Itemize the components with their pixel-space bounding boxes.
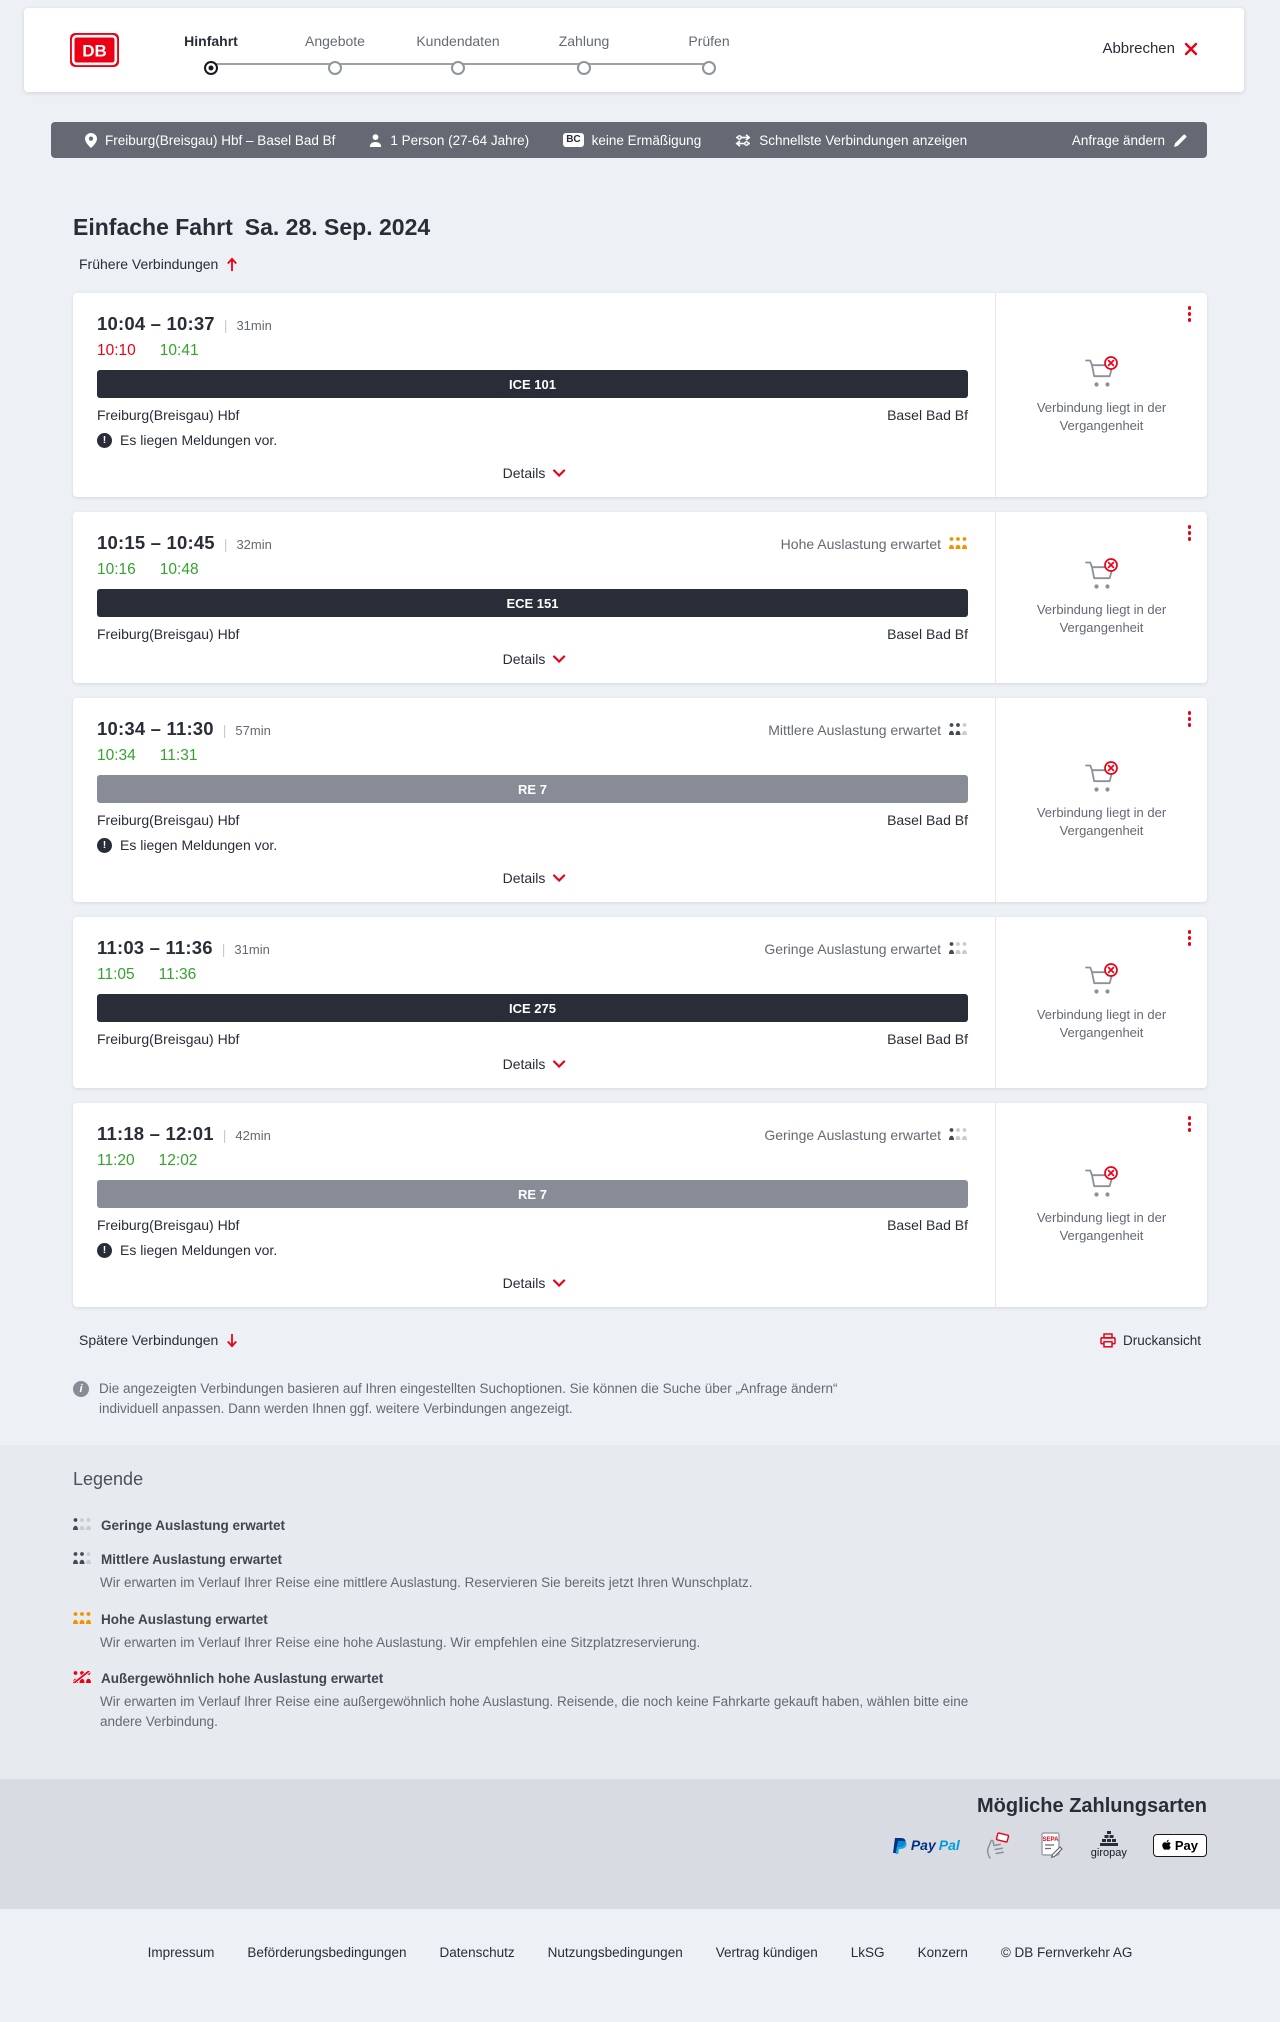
step-circle-icon <box>204 61 218 75</box>
occupancy-icon-wrap <box>949 536 968 552</box>
warning-icon: ! <box>97 433 112 448</box>
separator: | <box>223 317 228 333</box>
departure-station: Freiburg(Breisgau) Hbf <box>97 1031 240 1047</box>
arrival-station: Basel Bad Bf <box>887 1217 968 1233</box>
occupancy-icon-wrap <box>949 941 968 957</box>
cancel-label: Abbrechen <box>1102 40 1175 57</box>
cart-unavailable-icon <box>1083 963 1121 996</box>
results-footer-row <box>73 1331 1207 1349</box>
passenger-text: 1 Person (27-64 Jahre) <box>390 132 530 148</box>
actual-departure-time: 11:20 <box>97 1152 135 1169</box>
past-connection-note: Verbindung liegt in der Vergangenheit <box>1036 804 1167 838</box>
more-options-button[interactable] <box>1183 1111 1197 1137</box>
note-text: Die angezeigten Verbindungen basieren auf Ihren eingestellten Suchoptionen. Sie können die Suche über „Anfrage ändern“ individuell anpassen. Dann werden Ihnen ggf. weitere Verbindungen angezeigt. <box>99 1381 838 1416</box>
stations-row <box>97 1031 968 1047</box>
footer-link-5[interactable]: Vertrag kündigen <box>715 1944 818 1960</box>
chevron-down-icon <box>552 655 565 663</box>
step-label: Angebote <box>305 33 365 49</box>
legend-item-title: Mittlere Auslastung erwartet <box>101 1552 283 1567</box>
legend-item <box>73 1552 1207 1593</box>
footer-link-4[interactable]: Nutzungsbedingungen <box>547 1944 683 1960</box>
messages-row <box>97 837 968 853</box>
payment-section <box>0 1779 1280 1909</box>
connection-schedule: 10:04 – 10:37 <box>97 313 215 334</box>
connection-side-panel <box>995 293 1207 497</box>
message-text: Es liegen Meldungen vor. <box>120 432 278 448</box>
progress-steps <box>184 8 771 92</box>
details-label: Details <box>502 1056 546 1072</box>
actual-arrival-time: 10:48 <box>159 561 199 578</box>
train-label-bar <box>97 589 968 617</box>
actual-arrival-time: 12:02 <box>158 1152 198 1169</box>
connection-side-panel <box>995 917 1207 1088</box>
print-view-label: Druckansicht <box>1122 1332 1201 1348</box>
messages-row <box>97 432 968 448</box>
train-number: ICE 275 <box>509 1000 556 1016</box>
train-label-bar <box>97 994 968 1022</box>
arrival-station: Basel Bad Bf <box>887 812 968 828</box>
page-footer <box>0 1909 1280 1995</box>
legend-item <box>73 1671 1207 1731</box>
earlier-connections-link[interactable] <box>73 255 244 273</box>
departure-station: Freiburg(Breisgau) Hbf <box>97 407 240 423</box>
cart-unavailable-icon <box>1083 558 1121 591</box>
departure-station: Freiburg(Breisgau) Hbf <box>97 1217 240 1233</box>
separator: | <box>222 1127 227 1143</box>
stations-row <box>97 812 968 828</box>
step-label: Kundendaten <box>416 33 500 49</box>
occupancy-high-icon <box>73 1612 92 1624</box>
occupancy-label: Geringe Auslastung erwartet <box>764 1127 941 1143</box>
connection-times-group <box>97 718 271 740</box>
connection-main <box>73 698 995 902</box>
close-icon <box>1184 42 1198 56</box>
details-label: Details <box>502 651 546 667</box>
step-hinfahrt <box>149 33 273 75</box>
past-connection-note: Verbindung liegt in der Vergangenheit <box>1036 399 1167 433</box>
connection-schedule: 10:34 – 11:30 <box>97 718 214 739</box>
arrival-station: Basel Bad Bf <box>887 626 968 642</box>
occupancy-indicator <box>781 536 968 552</box>
footer-link-6[interactable]: LkSG <box>850 1944 885 1960</box>
copyright: © DB Fernverkehr AG <box>1000 1944 1133 1960</box>
chevron-down-icon <box>552 874 565 882</box>
step-circle-icon <box>328 61 342 75</box>
later-connections-label: Spätere Verbindungen <box>79 1332 219 1348</box>
printer-icon <box>1100 1333 1116 1348</box>
cart-unavailable-icon <box>1083 761 1121 794</box>
legend-icon-wrap <box>73 1552 92 1567</box>
occupancy-label: Geringe Auslastung erwartet <box>764 941 941 957</box>
details-label: Details <box>502 870 546 886</box>
connection-card <box>73 917 1207 1088</box>
past-connection-note: Verbindung liegt in der Vergangenheit <box>1036 602 1167 635</box>
departure-station: Freiburg(Breisgau) Hbf <box>97 626 240 642</box>
message-text: Es liegen Meldungen vor. <box>120 837 278 853</box>
arrival-station: Basel Bad Bf <box>887 1031 968 1047</box>
search-summary-bar <box>51 122 1207 158</box>
connection-duration: 57min <box>235 723 271 738</box>
connection-schedule: 11:03 – 11:36 <box>97 937 213 958</box>
more-options-button[interactable] <box>1183 925 1197 951</box>
cancel-button[interactable] <box>1096 39 1204 58</box>
page-title <box>73 158 1207 241</box>
realtime-times <box>97 747 968 765</box>
pencil-icon <box>1174 134 1187 147</box>
details-button[interactable] <box>497 464 572 482</box>
legend-items <box>73 1518 1207 1731</box>
bahncard-icon: BC <box>563 133 583 147</box>
step-circle-icon <box>451 61 465 75</box>
warning-icon: ! <box>97 1243 112 1258</box>
stations-row <box>97 1217 968 1233</box>
occupancy-low-icon <box>949 1128 968 1140</box>
arrival-station: Basel Bad Bf <box>887 407 968 423</box>
actual-arrival-time: 11:36 <box>158 966 197 983</box>
train-number: RE 7 <box>518 1186 547 1202</box>
discount-text: keine Ermäßigung <box>591 132 702 148</box>
change-request-button[interactable] <box>1066 132 1193 149</box>
train-label-bar <box>97 1180 968 1208</box>
actual-departure-time: 10:16 <box>97 561 136 578</box>
connection-main <box>73 917 995 1088</box>
messages-row <box>97 1242 968 1258</box>
legend-title: Legende <box>73 1469 144 1489</box>
separator: | <box>223 536 228 552</box>
details-button[interactable] <box>497 650 572 668</box>
connection-side-panel <box>995 698 1207 902</box>
step-circle-icon <box>577 61 591 75</box>
step-label: Prüfen <box>688 33 730 49</box>
occupancy-indicator <box>764 1127 968 1143</box>
stations-row <box>97 407 968 423</box>
connection-duration: 32min <box>236 537 272 552</box>
connection-times-group <box>97 937 270 959</box>
more-options-button[interactable] <box>1183 520 1197 546</box>
occupancy-icon-wrap <box>949 1127 968 1143</box>
occupancy-indicator <box>768 722 968 738</box>
connection-side-panel <box>995 512 1207 683</box>
step-kundendaten <box>396 33 520 75</box>
footer-link-1[interactable]: Impressum <box>147 1944 215 1960</box>
stations-row <box>97 626 968 642</box>
actual-departure-time: 10:34 <box>97 747 136 764</box>
past-connection-note: Verbindung liegt in der Vergangenheit <box>1036 1007 1167 1040</box>
train-label-bar <box>97 370 968 398</box>
message-text: Es liegen Meldungen vor. <box>120 1242 278 1258</box>
warning-icon: ! <box>97 838 112 853</box>
chevron-down-icon <box>552 1279 565 1287</box>
payment-title: Mögliche Zahlungsarten <box>976 1795 1207 1817</box>
details-button[interactable] <box>497 869 572 887</box>
connection-card <box>73 512 1207 683</box>
db-logo-text: DB <box>82 41 107 61</box>
occupancy-icon-wrap <box>949 722 968 738</box>
paypal-icon <box>893 1837 908 1854</box>
giropay-icon <box>1099 1831 1119 1846</box>
apple-icon <box>1162 1839 1172 1851</box>
results-content <box>73 158 1207 1419</box>
chevron-down-icon <box>552 1060 565 1068</box>
legend-item-title: Hohe Auslastung erwartet <box>101 1611 268 1627</box>
details-button[interactable] <box>497 1055 572 1073</box>
db-logo <box>70 33 119 72</box>
step-label: Zahlung <box>558 33 610 49</box>
actual-departure-time: 11:05 <box>97 966 135 983</box>
swap-arrows-icon <box>735 134 751 147</box>
route-text: Freiburg(Breisgau) Hbf – Basel Bad Bf <box>105 132 336 148</box>
realtime-times <box>97 966 968 984</box>
credit-card-hand-icon <box>986 1832 1013 1859</box>
later-connections-link[interactable] <box>73 1331 244 1349</box>
chevron-down-icon <box>552 469 565 477</box>
realtime-times <box>97 561 968 579</box>
occupancy-low-icon <box>73 1518 92 1530</box>
change-request-label: Anfrage ändern <box>1071 132 1165 148</box>
journey-type-title: Einfache Fahrt <box>73 214 233 240</box>
location-pin-icon <box>85 133 97 148</box>
step-angebote <box>273 33 397 75</box>
occupancy-low-icon <box>949 942 968 954</box>
connection-side-panel <box>995 1103 1207 1307</box>
train-number: RE 7 <box>518 781 547 797</box>
apple-pay-badge: Pay <box>1153 1834 1207 1857</box>
footer-link-3[interactable]: Datenschutz <box>439 1944 515 1960</box>
separator: | <box>221 941 226 957</box>
actual-arrival-time: 10:41 <box>159 342 199 359</box>
connection-times-group <box>97 313 272 335</box>
more-options-button[interactable] <box>1183 706 1197 732</box>
journey-date: Sa. 28. Sep. 2024 <box>244 214 431 240</box>
occupancy-medium-icon <box>73 1552 92 1564</box>
connection-duration: 31min <box>236 318 272 333</box>
paypal-logo: Pay Pal <box>893 1837 960 1854</box>
train-label-bar <box>97 775 968 803</box>
legend-icon-wrap <box>73 1612 92 1627</box>
legend-item <box>73 1612 1207 1653</box>
connection-main <box>73 293 995 497</box>
separator: | <box>222 722 227 738</box>
search-options-note <box>73 1379 1207 1419</box>
person-icon <box>369 134 382 147</box>
discount-summary <box>563 133 701 148</box>
earlier-connections-label: Frühere Verbindungen <box>79 256 219 272</box>
departure-station: Freiburg(Breisgau) Hbf <box>97 812 240 828</box>
train-number: ICE 101 <box>509 376 556 392</box>
occupancy-indicator <box>764 941 968 957</box>
giropay-logo: giropay <box>1091 1831 1127 1859</box>
arrow-up-icon <box>226 257 238 272</box>
svg-text:SEPA: SEPA <box>1042 1836 1059 1843</box>
footer-link-7[interactable]: Konzern <box>917 1944 968 1960</box>
legend-section <box>0 1445 1280 1779</box>
occupancy-medium-icon <box>949 723 968 735</box>
connection-schedule: 10:15 – 10:45 <box>97 532 215 553</box>
realtime-times <box>97 342 968 360</box>
info-icon: i <box>73 1381 89 1397</box>
legend-item-description: Wir erwarten im Verlauf Ihrer Reise eine mittlere Auslastung. Reservieren Sie bereits jetzt Ihren Wunschplatz. <box>100 1575 753 1590</box>
details-label: Details <box>502 1275 546 1291</box>
details-label: Details <box>502 465 546 481</box>
step-zahlung <box>522 33 646 75</box>
footer-link-2[interactable]: Beförderungsbedingungen <box>247 1944 407 1960</box>
connection-list <box>73 293 1207 1307</box>
legend-icon-wrap <box>73 1671 92 1686</box>
payment-methods <box>0 1831 1207 1859</box>
connection-main <box>73 1103 995 1307</box>
connection-card <box>73 293 1207 497</box>
occupancy-label: Mittlere Auslastung erwartet <box>768 722 941 738</box>
connection-schedule: 11:18 – 12:01 <box>97 1123 214 1144</box>
connection-main <box>73 512 995 683</box>
connection-duration: 42min <box>235 1128 271 1143</box>
legend-item-description: Wir erwarten im Verlauf Ihrer Reise eine hohe Auslastung. Wir empfehlen eine Sitzplatzreservierung. <box>100 1634 701 1650</box>
occupancy-label: Hohe Auslastung erwartet <box>780 536 941 552</box>
step-prüfen <box>647 33 771 75</box>
actual-departure-time: 10:10 <box>97 342 136 359</box>
route-summary <box>85 133 335 148</box>
connection-card <box>73 698 1207 902</box>
train-number: ECE 151 <box>506 595 559 611</box>
passenger-summary <box>369 133 529 148</box>
connection-times-group <box>97 532 272 554</box>
connection-times-group <box>97 1123 271 1145</box>
realtime-times <box>97 1152 968 1170</box>
connection-card <box>73 1103 1207 1307</box>
occupancy-high-icon <box>949 537 968 549</box>
arrow-down-icon <box>226 1333 238 1348</box>
step-circle-icon <box>702 61 716 75</box>
legend-item-title: Außergewöhnlich hohe Auslastung erwartet <box>101 1671 384 1686</box>
occupancy-exceptional-icon <box>73 1671 92 1683</box>
cart-unavailable-icon <box>1083 356 1121 389</box>
legend-icon-wrap <box>73 1518 92 1533</box>
legend-item-description: Wir erwarten im Verlauf Ihrer Reise eine außergewöhnlich hohe Auslastung. Reisende, die noch keine Fahrkarte gekauft haben, wählen bitte eine andere Verbindung. <box>100 1694 969 1729</box>
fastest-connections-summary <box>735 133 967 148</box>
actual-arrival-time: 11:31 <box>159 747 198 764</box>
step-label: Hinfahrt <box>184 33 238 49</box>
print-view-button[interactable] <box>1094 1332 1207 1349</box>
cart-unavailable-icon <box>1083 1166 1121 1199</box>
more-options-button[interactable] <box>1183 301 1197 327</box>
connection-duration: 31min <box>234 942 270 957</box>
app-header <box>24 8 1244 92</box>
details-button[interactable] <box>497 1274 572 1292</box>
sepa-mandate-icon <box>1039 1832 1065 1859</box>
fastest-text: Schnellste Verbindungen anzeigen <box>759 132 968 148</box>
legend-item-title: Geringe Auslastung erwartet <box>101 1518 286 1533</box>
legend-item <box>73 1518 1207 1533</box>
past-connection-note: Verbindung liegt in der Vergangenheit <box>1036 1209 1167 1243</box>
